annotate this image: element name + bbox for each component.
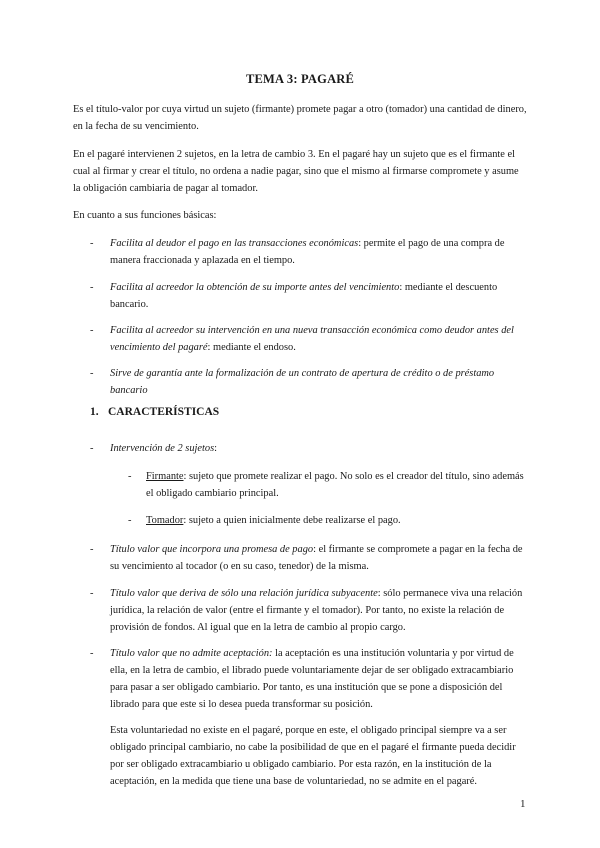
- bullet-marker: -: [90, 368, 94, 379]
- sub-list-item: [146, 512, 528, 529]
- bullet-marker: -: [90, 648, 94, 659]
- list-item: [110, 440, 528, 457]
- paragraph-funciones-intro: En cuanto a sus funciones básicas:: [73, 210, 217, 221]
- list-item-emphasis: Título valor que deriva de sólo una relación jurídica subyacente: [110, 588, 378, 599]
- list-item-emphasis: Facilita al acreedor la obtención de su importe antes del vencimiento: [110, 282, 400, 293]
- list-item-text: : el firmante se compromete a pagar en la fecha de su vencimiento al tocador (o en su caso, tenedor) de la misma.: [110, 544, 523, 572]
- list-item-emphasis: Facilita al acreedor su intervención en una nueva transacción económica como deudor antes del vencimiento del pagaré: [110, 325, 514, 353]
- document-title: TEMA 3: PAGARÉ: [245, 72, 355, 86]
- section-heading: [90, 406, 219, 418]
- list-item-text: : permite el pago de una compra de manera fraccionada y aplazada en el tiempo.: [110, 238, 505, 266]
- list-item-text: la aceptación es una institución voluntaria y por virtud de ella, en la letra de cambio, el librado puede voluntariamente dejar de ser obligado extracambiario para pasar a ser obligado cambiario. Por tanto, es una institución que se pone a disposición del librado para que este si lo desea pueda transformar su posición.: [110, 648, 514, 710]
- page-number: 1: [520, 798, 526, 810]
- sub-bullet-marker: -: [128, 515, 132, 526]
- sub-list-item-term: Firmante: [146, 471, 184, 482]
- list-item-emphasis: Título valor que incorpora una promesa de pago: [110, 544, 314, 555]
- list-item-text: :: [214, 443, 218, 454]
- sub-list-item: [146, 468, 528, 502]
- list-item: [110, 365, 528, 399]
- list-item: [110, 322, 528, 356]
- list-item: [110, 541, 528, 575]
- list-item-emphasis: Facilita al deudor el pago en las transacciones económicas: [110, 238, 359, 249]
- list-item-text: : sólo permanece viva una relación jurídica, la relación de valor (entre el firmante y el tomador). Por tanto, no existe la relación de provisión de fondos. Al igual que en la letra de cambio al propio cargo.: [110, 588, 523, 633]
- bullet-marker: -: [90, 443, 94, 454]
- sub-list-item-text: : sujeto que promete realizar el pago. No solo es el creador del título, sino además el obligado cambiario principal.: [146, 471, 524, 499]
- bullet-marker: -: [90, 588, 94, 599]
- list-item: [110, 279, 528, 313]
- bullet-marker: -: [90, 238, 94, 249]
- list-item: [110, 645, 528, 713]
- paragraph-definition: Es el título-valor por cuya virtud un sujeto (firmante) promete pagar a otro (tomador) una cantidad de dinero, en la fecha de su vencimiento.: [73, 104, 527, 132]
- list-item-emphasis: Intervención de 2 sujetos: [110, 443, 215, 454]
- list-item-emphasis: Título valor que no admite aceptación:: [110, 648, 273, 659]
- list-item: [110, 235, 528, 269]
- sub-bullet-marker: -: [128, 471, 132, 482]
- list-item-text: : mediante el endoso.: [207, 342, 296, 353]
- paragraph-sujetos: En el pagaré intervienen 2 sujetos, en la letra de cambio 3. En el pagaré hay un sujeto que es el firmante el cual al firmar y crear el título, no ordena a nadie pagar, sino que el mismo al firmarse compromete y asume la obligación cambiaria de pagar al tomador.: [73, 149, 519, 194]
- bullet-marker: -: [90, 325, 94, 336]
- bullet-marker: -: [90, 544, 94, 555]
- sub-list-item-text: : sujeto a quien inicialmente debe realizarse el pago.: [183, 515, 401, 526]
- list-item: [110, 585, 528, 636]
- bullet-marker: -: [90, 282, 94, 293]
- section-number: 1.: [90, 406, 99, 418]
- list-item-text: : mediante el descuento bancario.: [110, 282, 498, 310]
- sub-list-item-term: Tomador: [146, 515, 184, 526]
- section-title: CARACTERÍSTICAS: [108, 406, 220, 418]
- list-item-emphasis: Sirve de garantía ante la formalización de un contrato de apertura de crédito o de préstamo bancario: [110, 368, 495, 396]
- paragraph-closing: Esta voluntariedad no existe en el pagaré, porque en este, el obligado principal siempre va a ser obligado principal cambiario, no cabe la posibilidad de que en el pagaré el firmante pueda decidir por ser obligado extracambiario u obligado cambiario. Por esta razón, en la institución de la aceptación, en la medida que tiene una base de voluntariedad, no se admite en el pagaré.: [110, 725, 516, 787]
